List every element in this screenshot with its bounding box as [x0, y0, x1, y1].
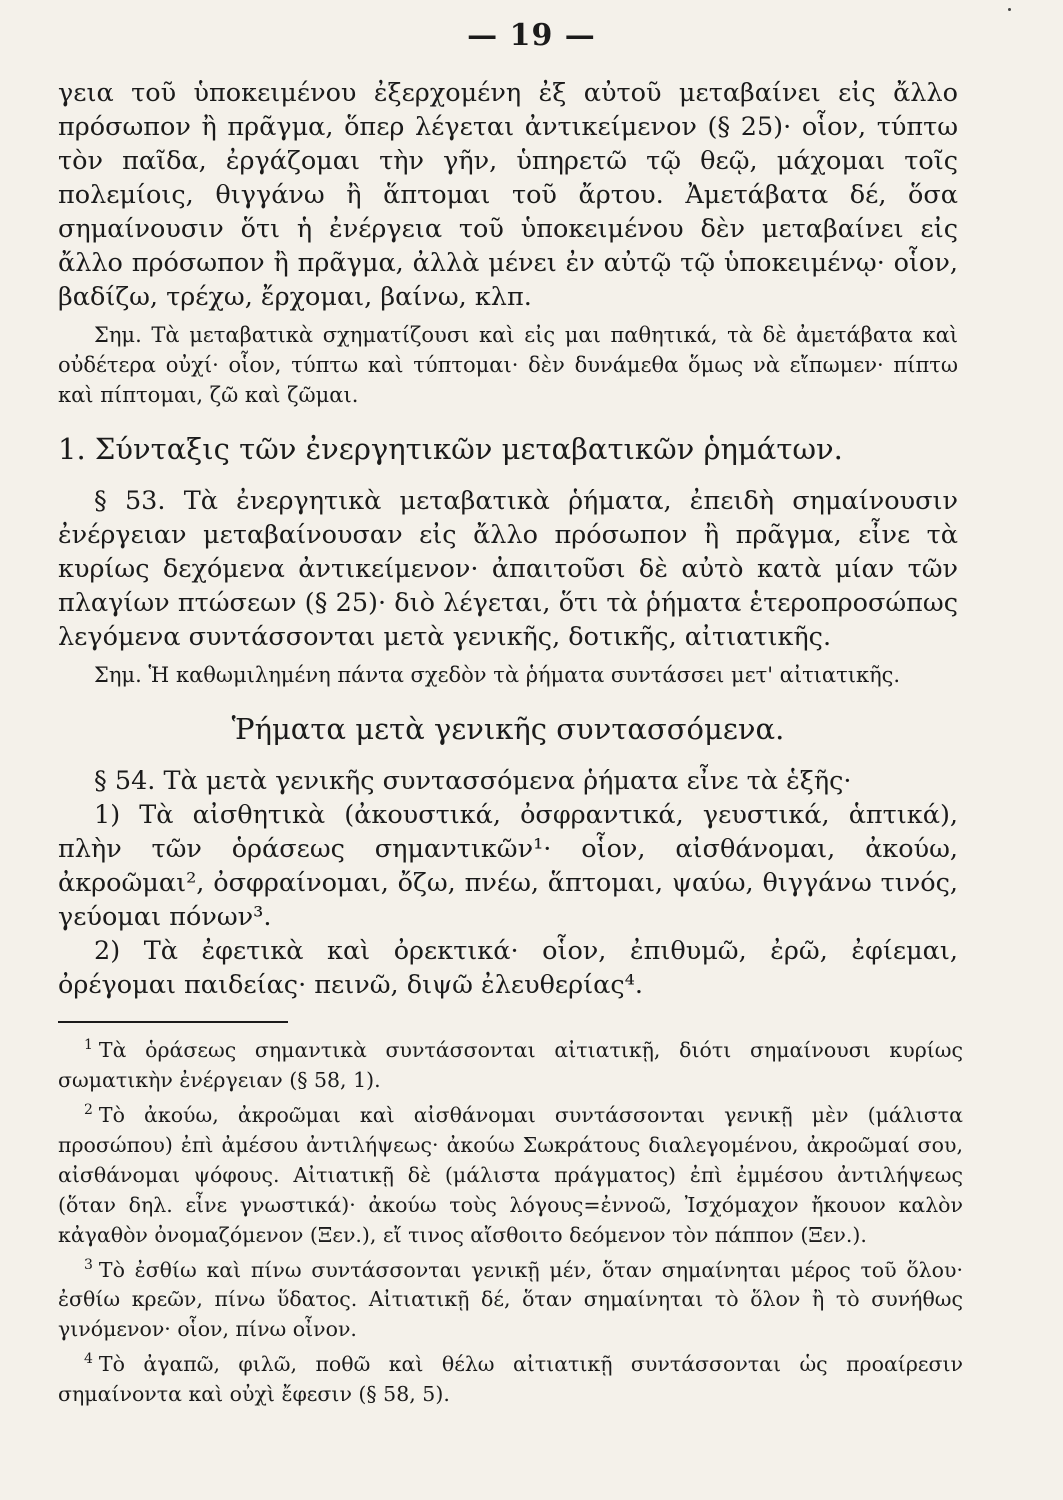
footnote-mark: 4 [84, 1351, 93, 1368]
paragraph-item-1: 1) Τὰ αἰσθητικὰ (ἀκουστικά, ὀσφραντικά, γευστικά, ἁπτικά), πλὴν τῶν ὁράσεως σημαντικῶν¹· οἷον, αἰσθάνομαι, ἀκούω, ἀκροῶμαι², ὀσφραίνομαι, ὄζω, πνέω, ἅπτομαι, ψαύω, θιγγάνω τινός, γεύομαι πόνων³. [58, 800, 958, 932]
paragraph-53: § 53. Τὰ ἐνεργητικὰ μεταβατικὰ ῥήματα, ἐπειδὴ σημαίνουσιν ἐνέργειαν μεταβαίνουσαν εἰς ἄλλο πρόσωπον ἢ πρᾶγμα, εἶνε τὰ κυρίως δεχόμενα ἀντικείμενον· ἀπαιτοῦσι δὲ αὐτὸ κατὰ μίαν τῶν πλαγίων πτώσεων (§ 25)· διὸ λέγεται, ὅτι τὰ ῥήματα ἑτεροπροσώπως λεγόμενα συντάσσονται μετὰ γενικῆς, δοτικῆς, αἰτιατικῆς. [58, 486, 958, 652]
note-remark-2: Σημ. Ἡ καθωμιλημένη πάντα σχεδὸν τὰ ῥήματα συντάσσει μετ' αἰτιατικῆς. [94, 663, 901, 687]
footnote-text: Τὰ ὁράσεως σημαντικὰ συντάσσονται αἰτιατικῇ, διότι σημαίνουσι κυρίως σωματικὴν ἐνέργειαν (§ 58, 1). [58, 1037, 963, 1092]
footnote-mark: 2 [84, 1101, 93, 1118]
paragraph-intro: γεια τοῦ ὑποκειμένου ἐξερχομένη ἐξ αὐτοῦ μεταβαίνει εἰς ἄλλο πρόσωπον ἢ πρᾶγμα, ὅπερ λέγεται ἀντικείμενον (§ 25)· οἷον, τύπτω τὸν παῖδα, ἐργάζομαι τὴν γῆν, ὑπηρετῶ τῷ θεῷ, μάχομαι τοῖς πολεμίοις, θιγγάνω ἢ ἅπτομαι τοῦ ἄρτου. Ἀμετάβατα δέ, ὅσα σημαίνουσιν ὅτι ἡ ἐνέργεια τοῦ ὑποκειμένου δὲν μεταβαίνει εἰς ἄλλο πρόσωπον ἢ πρᾶγμα, ἀλλὰ μένει ἐν αὐτῷ τῷ ὑποκειμένῳ· οἷον, βαδίζω, τρέχω, ἔρχομαι, βαίνω, κλπ. [58, 78, 958, 312]
footnote-mark: 1 [84, 1037, 93, 1053]
footnote-text: Τὸ ἀγαπῶ, φιλῶ, ποθῶ καὶ θέλω αἰτιατικῇ συντάσσονται ὡς προαίρεσιν σημαίνοντα καὶ οὐχὶ ἔφεσιν (§ 58, 5). [58, 1352, 963, 1407]
page-number: — 19 — [467, 18, 596, 53]
footnote-text: Τὸ ἐσθίω καὶ πίνω συντάσσονται γενικῇ μέν, ὅταν σημαίνηται μέρος τοῦ ὅλου· ἐσθίω κρεῶν, πίνω ὕδατος. Αἰτιατικῇ δέ, ὅταν σημαίνηται τὸ ὅλον ἢ τὸ συνήθως γινόμενον· οἷον, πίνω οἶνον. [58, 1257, 963, 1342]
footnote [58, 1344, 963, 1409]
footnote-mark: 3 [84, 1256, 93, 1273]
footnote-divider [58, 1021, 288, 1023]
corner-speck [1008, 8, 1011, 11]
main-text [58, 76, 958, 1002]
footnotes [58, 1030, 963, 1409]
footnote-text: Τὸ ἀκούω, ἀκροῶμαι καὶ αἰσθάνομαι συντάσσονται γενικῇ μὲν (μάλιστα προσώπου) ἐπὶ ἀμέσου ἀντιλήψεως· ἀκούω Σωκράτους διαλεγομένου, ἀκροῶμαί σου, αἰσθάνομαι ψόφους. Αἰτιατικῇ δὲ (μάλιστα πράγματος) ἐπὶ ἐμμέσου ἀντιλήψεως (ὅταν δηλ. εἶνε γνωστικά)· ἀκούω τοὺς λόγους=ἐννοῶ, Ἰσχόμαχον ἤκουον καλὸν κἀγαθὸν ὀνομαζόμενον (Ξεν.), εἴ τινος αἴσθοιτο δεόμενον τὸν πάππον (Ξεν.). [58, 1102, 963, 1247]
footnote [58, 1250, 963, 1345]
section-heading-2: Ῥήματα μετὰ γενικῆς συντασσόμενα. [231, 712, 785, 746]
note-remark-1: Σημ. Τὰ μεταβατικὰ σχηματίζουσι καὶ εἰς μαι παθητικά, τὰ δὲ ἀμετάβατα καὶ οὐδέτερα οὐχί· οἷον, τύπτω καὶ τύπτομαι· δὲν δυνάμεθα ὅμως νὰ εἴπωμεν· πίπτω καὶ πίπτομαι, ζῶ καὶ ζῶμαι. [58, 323, 958, 407]
paragraph-54: § 54. Τὰ μετὰ γενικῆς συντασσόμενα ῥήματα εἶνε τὰ ἑξῆς· [94, 766, 852, 796]
footnote [58, 1095, 963, 1250]
footnote [58, 1030, 963, 1095]
section-heading-1: 1. Σύνταξις τῶν ἐνεργητικῶν μεταβατικῶν ῥημάτων. [58, 432, 843, 466]
paragraph-item-2: 2) Τὰ ἐφετικὰ καὶ ὀρεκτικά· οἷον, ἐπιθυμῶ, ἐρῶ, ἐφίεμαι, ὀρέγομαι παιδείας· πεινῶ, διψῶ ἐλευθερίας⁴. [58, 936, 958, 1000]
